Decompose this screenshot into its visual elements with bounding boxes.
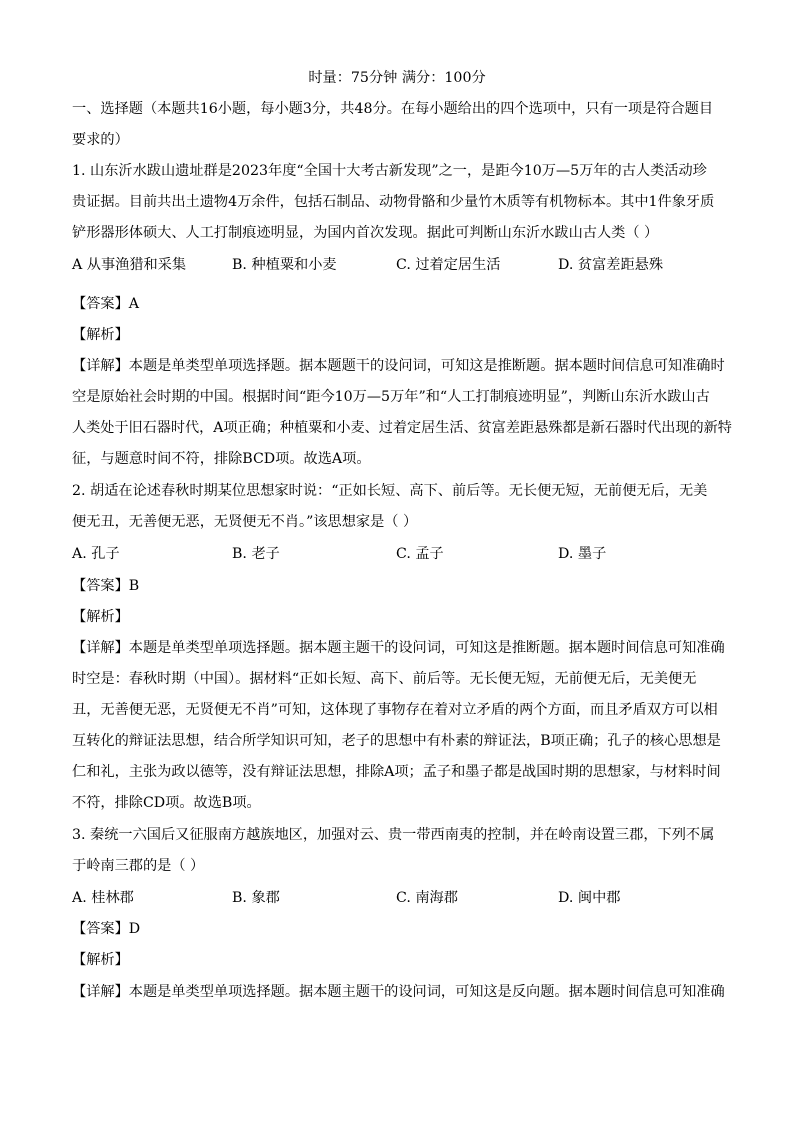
q3-option-c: C. 南海郡 [396, 890, 458, 906]
q3-option-a: A. 桂林郡 [72, 890, 134, 906]
q2-option-b: B. 老子 [232, 546, 280, 562]
q2-stem-line: 便无丑，无善便无恶，无贤便无不肖。”该思想家是（ ） [72, 514, 418, 530]
q2-detail-line: 时空是：春秋时期（中国）。据材料“正如长短、高下、前后等。无长便无短，无前便无后，无美便无 [72, 671, 697, 687]
q1-stem-line: 贵证据。目前共出土遗物4万余件，包括石制品、动物骨骼和少量竹木质等有机物标本。其中1件象牙质 [72, 194, 715, 210]
q2-detail-line: 仁和礼，主张为政以德等，没有辩证法思想，排除A项；孟子和墨子都是战国时期的思想家，与材料时间 [72, 764, 721, 780]
q3-detail-line: 【详解】本题是单类型单项选择题。据本题主题干的设问词，可知这是反向题。据本题时间信息可知准确 [72, 984, 725, 1000]
section-title-line1: 一、选择题（本题共16小题，每小题3分，共48分。在每小题给出的四个选项中，只有一项是符合题目 [72, 101, 714, 117]
q2-detail-line: 不符，排除CD项。故选B项。 [72, 795, 261, 811]
q3-stem-line: 于岭南三郡的是（ ） [72, 858, 205, 874]
q2-option-a: A. 孔子 [72, 546, 120, 562]
q2-analysis-label: 【解析】 [72, 609, 129, 625]
exam-header: 时量：75分钟 满分：100分 [308, 70, 486, 86]
q3-stem-line: 3. 秦统一六国后又征服南方越族地区，加强对云、贵一带西南夷的控制，并在岭南设置三郡，下列不属 [72, 827, 715, 843]
q2-detail-line: 互转化的辩证法思想，结合所学知识可知，老子的思想中有朴素的辩证法，B项正确；孔子的核心思想是 [72, 733, 721, 749]
q2-answer: 【答案】B [72, 578, 140, 594]
q1-detail-line: 人类处于旧石器时代，A项正确；种植粟和小麦、过着定居生活、贫富差距悬殊都是新石器时代出现的新特 [72, 420, 732, 436]
q3-analysis-label: 【解析】 [72, 952, 129, 968]
q3-option-d: D. 闽中郡 [558, 890, 621, 906]
q1-option-d: D. 贫富差距悬殊 [558, 257, 664, 273]
q1-option-b: B. 种植粟和小麦 [232, 257, 337, 273]
q2-detail-line: 丑，无善便无恶，无贤便无不肖”可知，这体现了事物存在着对立矛盾的两个方面，而且矛盾双方可以相 [72, 702, 718, 718]
q2-option-d: D. 墨子 [558, 546, 607, 562]
q1-detail-line: 征，与题意时间不符，排除BCD项。故选A项。 [72, 451, 371, 467]
q3-answer: 【答案】D [72, 921, 141, 937]
q1-option-a: A 从事渔猎和采集 [72, 257, 187, 273]
q1-option-c: C. 过着定居生活 [396, 257, 501, 273]
q2-detail-line: 【详解】本题是单类型单项选择题。据本题主题干的设问词，可知这是推断题。据本题时间信息可知准确 [72, 640, 725, 656]
q1-detail-line: 【详解】本题是单类型单项选择题。据本题题干的设问词，可知这是推断题。据本题时间信息可知准确时 [72, 358, 725, 374]
q1-detail-line: 空是原始社会时期的中国。根据时间“距今10万—5万年”和“人工打制痕迹明显”，判断山东沂水跋山古 [72, 389, 710, 405]
q1-analysis-label: 【解析】 [72, 327, 129, 343]
q1-stem-line: 1. 山东沂水跋山遗址群是2023年度“全国十大考古新发现”之一，是距今10万—5万年的古人类活动珍 [72, 163, 707, 179]
q3-option-b: B. 象郡 [232, 890, 280, 906]
section-title-line2: 要求的） [72, 132, 129, 148]
q2-stem-line: 2. 胡适在论述春秋时期某位思想家时说：“正如长短、高下、前后等。无长便无短，无前便无后，无美 [72, 483, 708, 499]
q1-stem-line: 铲形器形体硕大、人工打制痕迹明显，为国内首次发现。据此可判断山东沂水跋山古人类（ ） [72, 225, 659, 241]
q1-answer: 【答案】A [72, 296, 139, 312]
q2-option-c: C. 孟子 [396, 546, 444, 562]
